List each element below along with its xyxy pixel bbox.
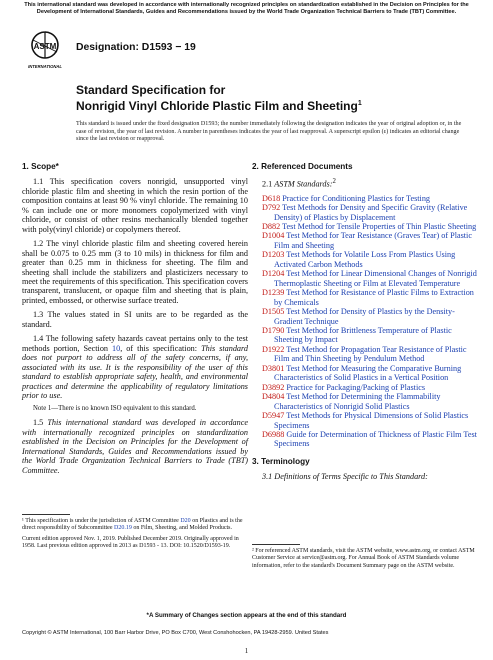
reference-item <box>262 430 478 449</box>
scope-heading: 1. Scope* <box>22 162 59 171</box>
reference-title: Test Method for Determining the Flammability Characteristics of Nonrigid Solid Plastics <box>274 392 441 411</box>
reference-title: Practice for Packaging/Packing of Plastics <box>284 382 426 392</box>
reference-code-link[interactable]: D6988 <box>262 429 285 439</box>
reference-title: Test Method for Brittleness Temperature of Plastic Sheeting by Impact <box>274 325 452 345</box>
note-1: Note 1—There is no known ISO equivalent to this standard. <box>33 405 197 413</box>
reference-code-link[interactable]: D4804 <box>262 392 285 402</box>
reference-title: Test Method for Tensile Properties of Thin Plastic Sheeting <box>280 222 477 231</box>
footnote-1: ¹ This specification is under the jurisdiction of ASTM Committee D20 on Plastics and is the direct responsibility of Subcommittee D20.19 on Film, Sheeting, and Molded Products. Current edition approved Nov. 1, 2019. Published December 2019. Originally approved in 1958. Last previous edition approved in 2013 as D1593 - 13. DOI: 10.1520/D1593-19. <box>22 518 243 549</box>
reference-title: Test Method for Propagation Tear Resistance of Plastic Film and Thin Sheeting by Pendulum Method <box>274 344 467 364</box>
reference-title: Test Methods for Volatile Loss From Plastics Using Activated Carbon Methods <box>274 250 456 269</box>
reference-code-link[interactable]: D1204 <box>262 269 285 279</box>
reference-title: Test Methods for Density and Specific Gravity (Relative Density) of Plastics by Displacement <box>274 203 468 222</box>
reference-code-link[interactable]: D3892 <box>262 382 285 392</box>
svg-text:INTERNATIONAL: INTERNATIONAL <box>28 64 62 69</box>
reference-item <box>262 203 478 222</box>
subcommittee-d20-19-link[interactable]: D20.19 <box>113 525 132 532</box>
reference-item <box>262 326 478 345</box>
reference-code-link[interactable]: D5947 <box>262 411 285 421</box>
reference-title: Test Method for Tear Resistance (Graves Tear) of Plastic Film and Sheeting <box>274 231 472 250</box>
reference-item <box>262 307 478 326</box>
reference-title: Test Method for Density of Plastics by the Density-Gradient Technique <box>274 307 455 326</box>
page-number: 1 <box>244 647 249 655</box>
designation: Designation: D1593 − 19 <box>76 42 196 53</box>
title-line-1: Standard Specification for <box>76 83 226 97</box>
scope-1-3: 1.3 The values stated in SI units are to be regarded as the standard. <box>22 310 248 329</box>
left-column <box>22 162 248 480</box>
terminology-heading: 3. Terminology <box>252 456 310 466</box>
reference-title: Guide for Determination of Thickness of Plastic Film Test Specimens <box>274 429 477 449</box>
reference-item <box>262 383 478 392</box>
reference-title: Test Method for Linear Dimensional Changes of Nonrigid Thermoplastic Sheeting or Film at Elevated Temperature <box>274 269 477 288</box>
reference-item <box>262 392 478 411</box>
reference-code-link[interactable]: D3801 <box>262 363 285 373</box>
reference-item <box>262 345 478 364</box>
committee-d20-link[interactable]: D20 <box>180 518 191 524</box>
reference-item <box>262 364 478 383</box>
reference-code-link[interactable]: D792 <box>262 203 281 213</box>
terminology-subheading: 3.1 Definitions of Terms Specific to This Standard: <box>262 472 428 482</box>
reference-item <box>262 194 478 203</box>
reference-list <box>262 194 478 449</box>
scope-1-5: 1.5 This international standard was developed in accordance with internationally recognized principles on standardization established in the Decision on Principles for the Development of International Standards, Guides and Recommendations issued by the World Trade Organization Technical Barriers to Trade (TBT) Committee. <box>22 418 249 475</box>
reference-code-link[interactable]: D1004 <box>262 231 285 241</box>
footnote-rule-left <box>22 514 70 515</box>
document-title <box>76 83 362 113</box>
scope-1-2: 1.2 The vinyl chloride plastic film and sheeting covered herein shall be 0.075 to 0.25 mm (3 to 10 mils) in thickness for film and greater than 0.25 mm in thickness for sheeting. The film and sheeting shall include the stabilizers and plasticizers necessary to meet the requirements of this specification. This specification covers transparent, translucent, or opaque film and sheeting that is plain, printed, embossed, or otherwise surface treated. <box>22 239 248 305</box>
astm-standards-label: 2.1 ASTM Standards:$^2$ <box>262 178 336 190</box>
reference-title: Test Method for Resistance of Plastic Films to Extraction by Chemicals <box>274 288 474 307</box>
reference-code-link[interactable]: D618 <box>262 193 281 203</box>
footnote-rule-right <box>252 544 300 545</box>
reference-code-link[interactable]: D1505 <box>262 307 285 317</box>
reference-code-link[interactable]: D1790 <box>262 325 285 335</box>
references-heading: 2. Referenced Documents <box>252 162 353 171</box>
summary-of-changes-note: *A Summary of Changes section appears at the end of this standard <box>146 612 347 619</box>
reference-item <box>262 250 478 269</box>
reference-item <box>262 411 478 430</box>
reference-code-link[interactable]: D882 <box>262 222 281 231</box>
right-column <box>252 162 478 486</box>
reference-title: Practice for Conditioning Plastics for Testing <box>280 193 431 203</box>
reference-title: Test Method for Measuring the Comparative Burning Characteristics of Solid Plastics in a Vertical Position <box>274 363 462 383</box>
reference-code-link[interactable]: D1239 <box>262 288 285 298</box>
reference-title: Test Methods for Physical Dimensions of Solid Plastics Specimens <box>274 411 469 430</box>
reference-item <box>262 269 478 288</box>
scope-1-4: 1.4 The following safety hazards caveat pertains only to the test methods portion, Section 10, of this specification: This standard does not purport to address all of the safety concerns, if any, associated with its use. It is the responsibility of the user of this standard to establish appropriate safety, health, and environmental practices and determine the applicability of regulatory limitations prior to use. <box>22 334 248 400</box>
astm-logo <box>30 30 60 76</box>
reference-item <box>262 222 478 231</box>
scope-1-1: 1.1 This specification covers nonrigid, unsupported vinyl chloride plastic film and sheeting in which the resin portion of the composition contains at least 90 % vinyl chloride. The remaining 10 % can include one or more monomers copolymerized with vinyl chloride, or consist of other resins mechanically blended together with poly(vinyl chloride) or copolymers thereof. <box>22 177 248 234</box>
svg-text:ASTM: ASTM <box>33 42 57 51</box>
copyright-line: Copyright © ASTM International, 100 Barr Harbor Drive, PO Box C700, West Conshohocken, PA 19428-2959. United States <box>22 630 329 636</box>
reference-item <box>262 288 478 307</box>
section-10-link[interactable]: 10 <box>112 343 121 353</box>
reference-item <box>262 231 478 250</box>
issuance-statement: This standard is issued under the fixed designation D1593; the number immediately following the designation indicates the year of original adoption or, in the case of revision, the year of last revision. A number in parentheses indicates the year of last reapproval. A superscript epsilon (ε) indicates an editorial change since the last revision or reapproval. <box>76 121 462 143</box>
footnote-2: ² For referenced ASTM standards, visit the ASTM website, www.astm.org, or contact ASTM Customer Service at service@astm.org. For Annual Book of ASTM Standards volume information, refer to the standard's Document Summary page on the ASTM website. <box>252 548 475 569</box>
title-line-2: Nonrigid Vinyl Chloride Plastic Film and Sheeting$^1$ <box>76 99 362 113</box>
reference-code-link[interactable]: D1203 <box>262 250 285 260</box>
reference-code-link[interactable]: D1922 <box>262 344 285 354</box>
tbt-notice: This international standard was developed in accordance with internationally recognized principles on standardization established in the Decision on Principles for the Development of International Standards, Guides and Recommendations issued by the World Trade Organization Technical Barriers to Trade (TBT) Committee. <box>24 2 469 16</box>
